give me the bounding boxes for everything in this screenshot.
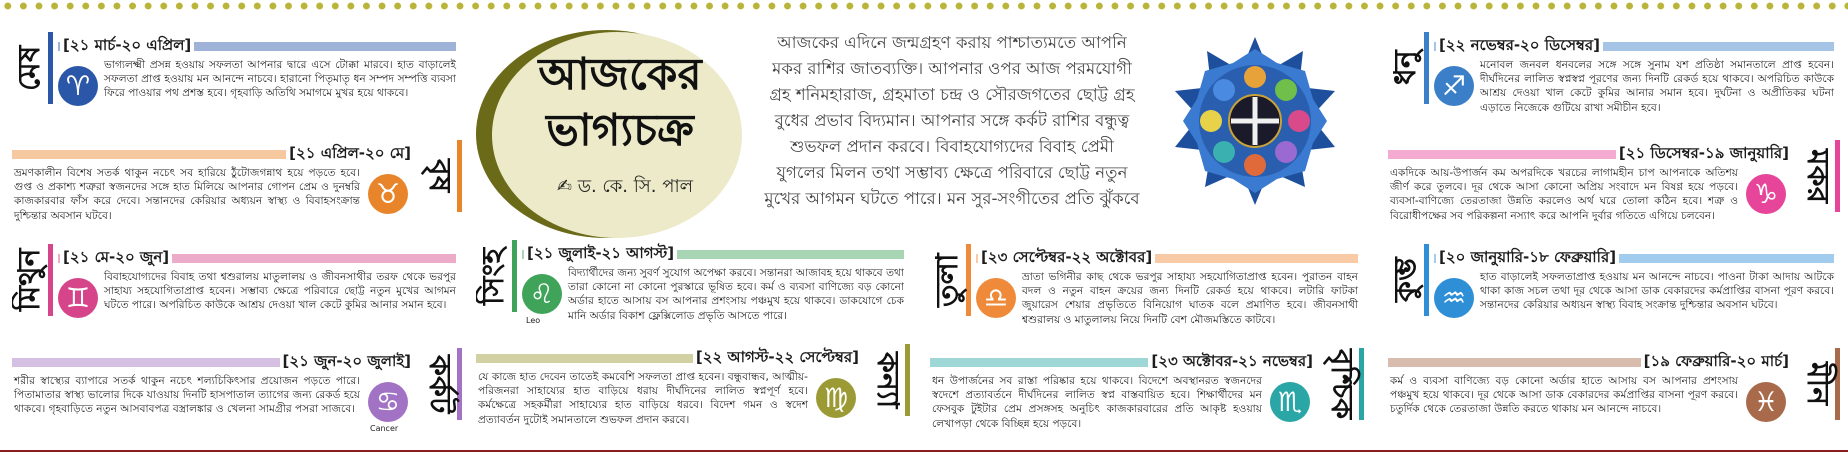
horoscope-text: একদিকে আয়-উপার্জন কম অপরদিকে খরচের লাগামহীন চাপ আপনাকে অতিশয় জীর্ণ করে তুলবে। দূর থেকে আসা কোনো অপ্রিয় সংবাদে মন বিষণ্ণ হয়ে পড়বে। ব্যবসা-বাণিজ্যে তেরতাজা উন্নতি করলেও অর্থ ঘরে তোলা কঠিন হবে। শত্রু ও বিরোধীপক্ষের সব পরিকল্পনা নস্যাৎ করে আপনি দুর্বার গতিতে এগিয়ে চলবেন। (1390, 167, 1738, 222)
sign-name-tab: মেষ (12, 32, 53, 104)
sign-date-range: [২১ এপ্রিল-২০ মে] (286, 144, 414, 162)
horoscope-box (12, 32, 462, 132)
zodiac-sign-icon: ♐ (1434, 66, 1474, 106)
horoscope-box (12, 244, 462, 344)
intro-paragraph: আজকের এদিনে জন্মগ্রহণ করায় পাশ্চাত্যমতে আপনি মকর রাশির জাতব্যক্তি। আপনার ওপর আজ পরমযোগী গ্রহ শনিমহারাজ, গ্রহমাতা চন্দ্র ও সৌরজগতের ছোট্ট গ্রহ বুধের প্রভাব বিদ্যমান। আপনার সঙ্গে কর্কট রাশির বন্ধুত্ব শুভফল প্রদান করবে। বিবাহযোগ্যদের বিবাহ প্রেমী যুগলের মিলন তথা সম্ভাব্য ক্ষেত্রে পরিবারে ছোট্ট নতুন মুখের আগমন ঘটতে পারে। মন সুর-সংগীতের প্রতি ঝুঁকবে (764, 33, 1140, 208)
zodiac-sign-icon: ♏ (1270, 382, 1310, 422)
horoscope-text: যে কাজে হাত দেবেন তাতেই কমবেশি সফলতা প্রাপ্ত হবেন। বন্ধুবান্ধব, আত্মীয়-পরিজনরা সাহায্যের হাত বাড়িয়ে ধরায় দীর্ঘদিনের লালিত স্বপ্নপূর্ণ হবে। কর্মক্ষেত্রে সহকর্মীরা সাহায্যের হাত বাড়িয়ে ধরবে। বিদেশ গমন ও স্বদেশ প্রত্যাবর্তন দুটোই সমানতালে শুভফল প্রদান করবে। (478, 371, 808, 426)
sign-date-range: [২৩ সেপ্টেম্বর-২২ অক্টোবর] (978, 248, 1155, 266)
horoscope-box (930, 348, 1364, 448)
zodiac-sign-icon: ♌ (522, 274, 562, 314)
sign-name-tab: বৃশ্চিক (1323, 348, 1364, 420)
sign-name-tab: কন্যা (869, 344, 910, 416)
page-title-line1: আজকের (538, 49, 702, 100)
sign-date-range: [২৩ অক্টোবর-২১ নভেম্বর] (1148, 352, 1316, 370)
horoscope-box (476, 344, 910, 444)
sign-name-tab: বৃষ (421, 140, 462, 212)
horoscope-box (1388, 244, 1840, 344)
horoscope-text: ভাগ্যলক্ষ্মী প্রসন্ন হওয়ায় সফলতা আপনার দ্বারে এসে টোক্কা মারবে। হাত বাড়ালেই সফলতা প্রাপ্ত হওয়ায় মন আনন্দে নাচবে। হারানো পিতৃমাতৃ ধন সম্পদ সম্পত্তি ব্যবসা ফিরে পাওয়ার পথ প্রশস্ত হবে। গৃহবাড়ি অতিথি সমাগমে মুখর হয়ে থাকবে। (104, 59, 456, 100)
horoscope-text: বিদ্যার্থীদের জন্য সুবর্ণ সুযোগ অপেক্ষা করবে। সন্তানরা আজাবহ হয়ে থাকবে তথা তারা কোনো না কোনো পুরস্কারে ভূষিত হবে। কর্ম ও ব্যবসা বাণিজ্যে বড় কোনো অর্ডার হাতে আসায় বস আপনার প্রশংসায় পঞ্চমুখ হয়ে থাকবে। ডাকযোগে চেক মানি অর্ডার বিকাশ ফ্লেক্সিলোড প্রভৃতি আসতে পারে। (568, 267, 904, 322)
zodiac-sign-caption: Leo (526, 316, 541, 325)
sign-date-range: [২১ জুন-২০ জুলাই] (280, 352, 415, 370)
zodiac-sign-icon: ♋ (368, 382, 408, 422)
sign-date-range: [২১ জুলাই-২১ আগস্ট] (524, 244, 677, 262)
sign-date-range: [২০ জানুয়ারি-১৮ ফেব্রুয়ারি] (1436, 248, 1619, 266)
zodiac-sign-caption: Cancer (370, 424, 399, 433)
horoscope-box (12, 348, 462, 448)
zodiac-sign-icon: ♈ (58, 66, 98, 106)
zodiac-sign-icon: ♊ (58, 278, 98, 318)
sign-date-range: [২১ মার্চ-২০ এপ্রিল] (60, 36, 194, 54)
horoscope-box (1388, 348, 1840, 448)
sign-name-tab: সিংহ (476, 240, 517, 312)
zodiac-sign-icon: ♓ (1746, 382, 1786, 422)
dotted-border (0, 0, 1848, 12)
author-name: ড. কে. সি. পাল (577, 176, 694, 197)
sign-date-range: [২২ আগস্ট-২২ সেপ্টেম্বর] (693, 348, 862, 366)
horoscope-text: শরীর স্বাস্থ্যের ব্যাপারে সতর্ক থাকুন নচেৎ শল্যচিকিৎসার প্রয়োজন পড়তে পারে। পিতামাতার স্বাস্থ্য ভালোর দিকে যাওয়ায় দিনটি হাসপাতাল ত্যাগের জন্য রেকর্ড হয়ে থাকবে। গৃহবাড়িতে নতুন আসবাবপত্র বস্ত্রালঙ্কার ও খেলনা সামগ্রীর পসরা সাজবে। (14, 375, 360, 416)
zodiac-sign-icon: ♒ (1434, 278, 1474, 318)
horoscope-text: ভ্রাতা ভগিনীর কাছ থেকে ভরপুর সাহায্য সহযোগিতাপ্রাপ্ত হবেন। পুরাতন বাহন বদল ও নতুন বাহন ক্রয়ের জন্য দিনটি রেকর্ড হয়ে থাকবে। লটারি ফাটকা জুয়ারেস শেয়ার প্রভৃতিতে বিনিয়োগ ঘাতক বলে প্রমাণিত হবে। জীবনসাথী শ্বশুরালয় ও মাতুলালয় নিয়ে দিনটি বেশ মৌজমস্তিতে কাটবে। (1022, 271, 1358, 326)
sign-date-range: [২১ ডিসেম্বর-১৯ জানুয়ারি] (1616, 144, 1792, 162)
zodiac-sign-icon: ♎ (976, 278, 1016, 318)
horoscope-text: ধন উপার্জনের সব রাস্তা পরিষ্কার হয়ে থাকবে। বিদেশে অবস্থানরত স্বজনদের স্বদেশে প্রত্যাবর্তনে দীর্ঘদিনের লালিত স্বপ্ন বাস্তবায়িত হবে। শিক্ষার্থীদের মন ফেসবুক টুইটার প্রেম প্রসঙ্গসহ অনুচিৎ কাজকারবারের প্রতি আকৃষ্ট হওয়ায় লেখাপড়া থেকে বিচ্ছিন্ন হয়ে পড়বে। (932, 375, 1262, 430)
sign-name-tab: মকর (1799, 140, 1840, 212)
sign-date-range: [২২ নভেম্বর-২০ ডিসেম্বর] (1436, 36, 1603, 54)
horoscope-box (476, 240, 910, 340)
horoscope-box (1388, 32, 1840, 132)
zodiac-sign-icon: ♍ (816, 378, 856, 418)
pen-icon: ✍ (556, 176, 572, 197)
horoscope-text: মনোবল জনবল ধনবলের সঙ্গে সঙ্গে সুনাম যশ প্রতিষ্ঠা সমানতালে প্রাপ্ত হবেন। দীর্ঘদিনের লালিত স্বপ্নস্বপ্ন পূরণের জন্য দিনটি রেকর্ড হয়ে থাকবে। অপরিচিত কাউকে আশ্রয় দেওয়া খাল কেটে কুমির আনার সমান হবে। দুর্ঘটনা ও অপ্রীতিকর ঘটনা এড়াতে নিজেকে গুটিয়ে রাখা সমীচীন হবে। (1480, 59, 1834, 114)
horoscope-box (930, 244, 1364, 344)
horoscope-box (1388, 140, 1840, 240)
horoscope-text: ভ্রমণকালীন বিশেষ সতর্ক থাকুন নচেৎ সব হারিয়ে ঠুঁটোজগন্নাথ হয়ে পড়তে হবে। গুপ্ত ও প্রকাশ্য শত্রুরা স্বজনদের সঙ্গে হাত মিলিয়ে আপনার গোপন প্রেম ও দুনম্বরি কাজকারবার ফাঁস করে দেবে। সন্তানদের কেরিয়ার অধ্যয়ন স্বাস্থ্য ও বিবাহসংক্রান্ত দুশ্চিন্তার অবসান ঘটবে। (14, 167, 360, 222)
zodiac-sign-icon: ♉ (368, 174, 408, 214)
sign-name-tab: মিথুন (12, 244, 53, 316)
zodiac-wheel-icon (1170, 36, 1340, 206)
bottom-rule (0, 450, 1848, 452)
sign-date-range: [২১ মে-২০ জুন] (60, 248, 172, 266)
horoscope-box (12, 140, 462, 240)
author-byline (540, 172, 710, 203)
horoscope-text: হাত বাড়ালেই সফলতাপ্রাপ্ত হওয়ায় মন আনন্দে নাচবে। পাওনা টাকা আদায় আটকে থাকা কাজ সচল তথা দূর থেকে আসা ডাক বেকারদের কর্মপ্রাপ্তির বাসনা পূরণ করবে। সন্তানদের কেরিয়ার অধ্যয়ন স্বাস্থ্য বিবাহ সংক্রান্ত দুশ্চিন্তার অবসান ঘটবে। (1480, 271, 1834, 312)
sign-date-range: [১৯ ফেব্রুয়ারি-২০ মার্চ] (1641, 352, 1792, 370)
sign-name-tab: মীন (1799, 348, 1840, 420)
sign-name-tab: কর্কট (421, 348, 462, 420)
sign-name-tab: কুম্ভ (1388, 244, 1429, 316)
zodiac-sign-icon: ♑ (1746, 174, 1786, 214)
sign-name-tab: তুলা (930, 244, 971, 316)
horoscope-text: বিবাহযোগ্যদের বিবাহ তথা শ্বশুরালয় মাতুলালয় ও জীবনসাথীর তরফ থেকে ভরপুর সাহায্য সহযোগিতাপ্রাপ্ত হবেন। সম্ভাব্য ক্ষেত্রে পরিবারে ছোট্ট নতুন মুখের আগমন ঘটতে পারে। অপরিচিত কাউকে আশ্রয় দেওয়া খাল কেটে কুমির আনার সমান হবে। (104, 271, 456, 312)
sign-name-tab: ধনু (1388, 32, 1429, 104)
horoscope-text: কর্ম ও ব্যবসা বাণিজ্যে বড় কোনো অর্ডার হাতে আসায় বস আপনার প্রশংসায় পঞ্চমুখ হয়ে থাকবে। দূর থেকে আসা ডাক বেকারদের কর্মপ্রাপ্তির বাসনা পূরণ করবে। চতুর্দিক থেকে তেরতাজা উন্নতি করতে থাকায় মন আনন্দে নাচবে। (1390, 375, 1738, 416)
page-title-line2: ভাগ্যচক্র (546, 105, 694, 156)
